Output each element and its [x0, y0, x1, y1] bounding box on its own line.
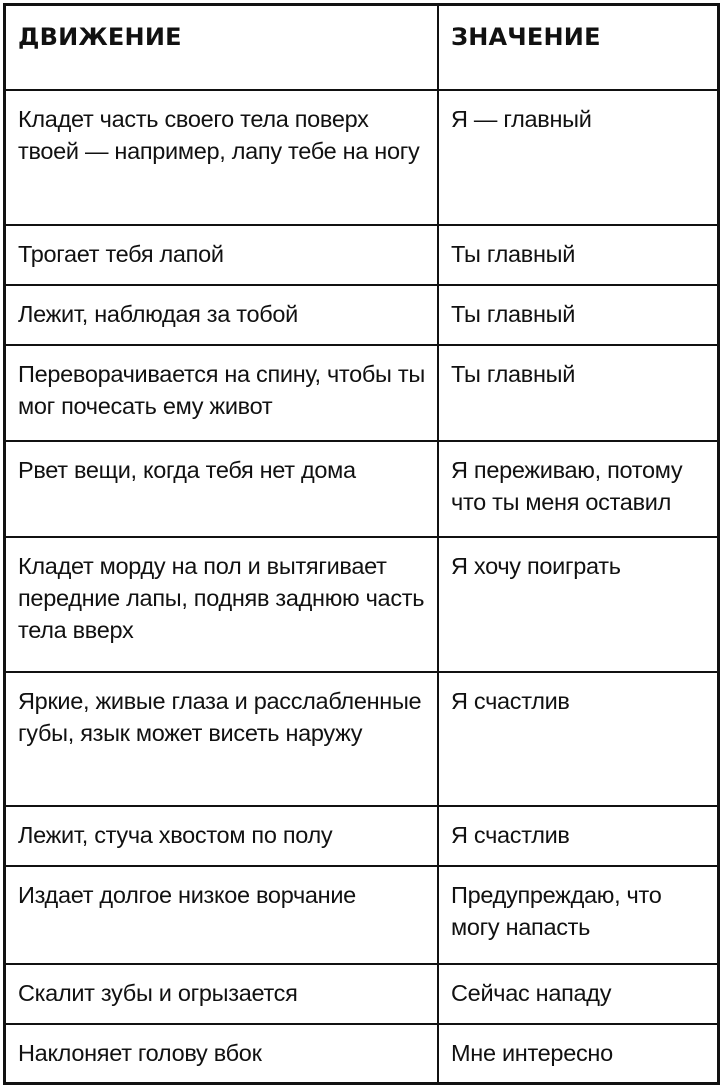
movement-cell: Кладет часть своего тела поверх твоей — например, лапу тебе на ногу	[6, 90, 438, 225]
meaning-cell: Предупреждаю, что могу напасть	[438, 866, 717, 964]
movement-cell: Кладет морду на пол и вытягивает передние лапы, подняв заднюю часть тела вверх	[6, 537, 438, 672]
movement-cell: Яркие, живые глаза и расслабленные губы, язык может висеть наружу	[6, 672, 438, 806]
table-row	[6, 866, 717, 964]
table-row	[6, 441, 717, 537]
table-row	[6, 90, 717, 225]
meaning-cell: Мне интересно	[438, 1024, 717, 1082]
meaning-cell: Я переживаю, потому что ты меня оставил	[438, 441, 717, 537]
meaning-cell: Ты главный	[438, 225, 717, 285]
table-row	[6, 345, 717, 441]
movement-cell: Переворачивается на спину, чтобы ты мог почесать ему живот	[6, 345, 438, 441]
header-movement: ДВИЖЕНИЕ	[6, 6, 438, 90]
movement-cell: Издает долгое низкое ворчание	[6, 866, 438, 964]
table-row	[6, 285, 717, 345]
header-row	[6, 6, 717, 90]
movement-cell: Скалит зубы и огрызается	[6, 964, 438, 1024]
table-row	[6, 225, 717, 285]
meaning-cell: Я — главный	[438, 90, 717, 225]
meaning-cell: Ты главный	[438, 345, 717, 441]
meaning-cell: Сейчас нападу	[438, 964, 717, 1024]
meaning-cell: Я счастлив	[438, 806, 717, 866]
behavior-table-frame	[3, 3, 720, 1085]
header-meaning: ЗНАЧЕНИЕ	[438, 6, 717, 90]
table-row	[6, 964, 717, 1024]
table-row	[6, 1024, 717, 1082]
movement-cell: Лежит, стуча хвостом по полу	[6, 806, 438, 866]
movement-cell: Трогает тебя лапой	[6, 225, 438, 285]
meaning-cell: Я хочу поиграть	[438, 537, 717, 672]
meaning-cell: Ты главный	[438, 285, 717, 345]
table-row	[6, 806, 717, 866]
behavior-table	[6, 6, 717, 1082]
table-row	[6, 537, 717, 672]
table-row	[6, 672, 717, 806]
movement-cell: Наклоняет голову вбок	[6, 1024, 438, 1082]
movement-cell: Рвет вещи, когда тебя нет дома	[6, 441, 438, 537]
meaning-cell: Я счастлив	[438, 672, 717, 806]
movement-cell: Лежит, наблюдая за тобой	[6, 285, 438, 345]
